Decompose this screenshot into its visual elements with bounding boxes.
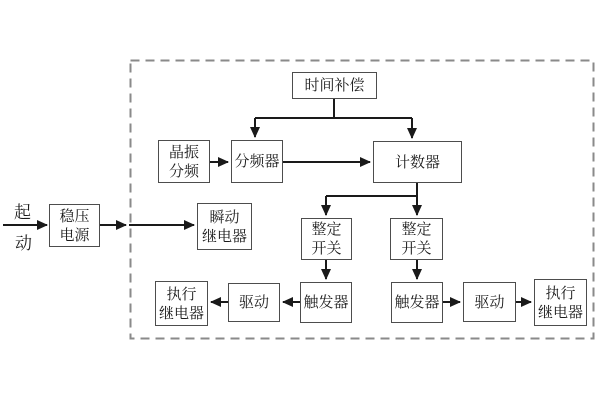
node-label: 晶振 (168, 142, 199, 161)
node-label: 分频 (168, 161, 199, 180)
node-label: 瞬动 (209, 207, 240, 226)
node-label: 驱动 (238, 293, 269, 311)
node-exec-relay-right (534, 279, 587, 326)
node-setting-switch-right (390, 218, 443, 260)
node-driver-left (228, 283, 280, 322)
node-driver-right (463, 282, 516, 322)
node-label: 电源 (59, 225, 90, 244)
node-label: 开关 (401, 239, 432, 257)
wire-timecomp-branch (255, 98, 412, 118)
node-power-supply (49, 204, 100, 247)
node-label: 触发器 (394, 293, 440, 311)
node-trigger-left (300, 282, 352, 323)
node-label: 执行 (545, 283, 576, 302)
node-setting-switch-left (301, 218, 352, 260)
node-frequency-divider (231, 140, 283, 183)
node-label: 触发器 (303, 293, 349, 311)
node-label: 继电器 (537, 302, 583, 321)
node-counter (373, 141, 462, 183)
node-label: 开关 (311, 239, 342, 257)
node-label: 整定 (311, 220, 342, 238)
start-label-char-1: 起 (14, 203, 31, 223)
node-instant-relay (197, 203, 252, 250)
node-trigger-right (391, 282, 443, 323)
node-label: 执行 (166, 284, 197, 303)
node-label: 计数器 (394, 152, 440, 171)
node-label: 继电器 (158, 303, 204, 322)
node-exec-relay-left (155, 281, 208, 326)
node-label: 稳压 (59, 206, 90, 225)
node-label: 继电器 (201, 226, 247, 245)
node-label: 时间补偿 (304, 76, 365, 94)
wire-counter-branch (326, 183, 417, 196)
start-label-char-2: 动 (15, 234, 32, 254)
node-time-compensation (292, 72, 377, 99)
node-label: 分频器 (234, 152, 280, 170)
node-label: 整定 (401, 220, 432, 238)
node-crystal-divider (158, 140, 210, 183)
node-label: 驱动 (474, 292, 505, 311)
